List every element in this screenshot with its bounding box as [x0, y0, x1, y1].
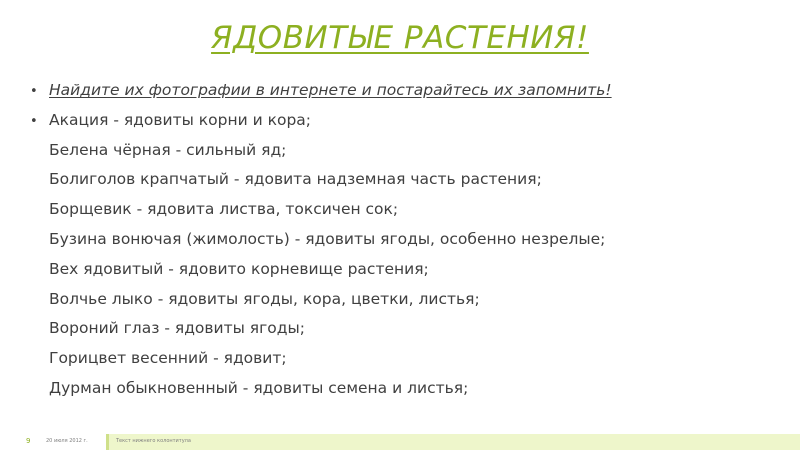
bullet-icon: •: [30, 113, 38, 129]
footer-text: Текст нижнего колонтитула: [116, 438, 191, 444]
instruction-text: Найдите их фотографии в интернете и постарайтесь их запомнить!: [49, 81, 612, 99]
list-item: [30, 255, 790, 285]
footer-divider: [106, 434, 109, 450]
list-item: [30, 314, 790, 344]
list-item: [30, 106, 790, 136]
list-item-text: Дурман обыкновенный - ядовиты семена и листья;: [49, 378, 469, 397]
list-item: [30, 344, 790, 374]
list-item-text: Белена чёрная - сильный яд;: [49, 140, 287, 159]
list-item-text: Горицвет весенний - ядовит;: [49, 349, 287, 368]
list-item-text: Борщевик - ядовита листва, токсичен сок;: [49, 200, 399, 219]
footer: [0, 434, 800, 450]
list-item: [30, 136, 790, 166]
list-item: [30, 76, 790, 106]
page-number: 9: [26, 437, 31, 445]
list-item: [30, 374, 790, 404]
list-item-text: Вороний глаз - ядовиты ягоды;: [49, 319, 305, 338]
list-item-text: Вех ядовитый - ядовито корневище растения;: [49, 259, 429, 278]
list-item-text: Акация - ядовиты корни и кора;: [49, 110, 312, 129]
list-item: [30, 195, 790, 225]
list-item: [30, 225, 790, 255]
list-item: [30, 285, 790, 315]
footer-band: [106, 434, 800, 450]
plant-list: [30, 76, 790, 404]
list-item-text: Болиголов крапчатый - ядовита надземная часть растения;: [49, 170, 542, 189]
bullet-icon: •: [30, 84, 38, 99]
list-item-text: Бузина вонючая (жимолость) - ядовиты ягоды, особенно незрелые;: [49, 229, 606, 248]
footer-date: 20 июля 2012 г.: [46, 438, 88, 444]
slide-title: ЯДОВИТЫЕ РАСТЕНИЯ!: [211, 20, 589, 56]
list-item: [30, 165, 790, 195]
list-item-text: Волчье лыко - ядовиты ягоды, кора, цветки, листья;: [49, 289, 480, 308]
